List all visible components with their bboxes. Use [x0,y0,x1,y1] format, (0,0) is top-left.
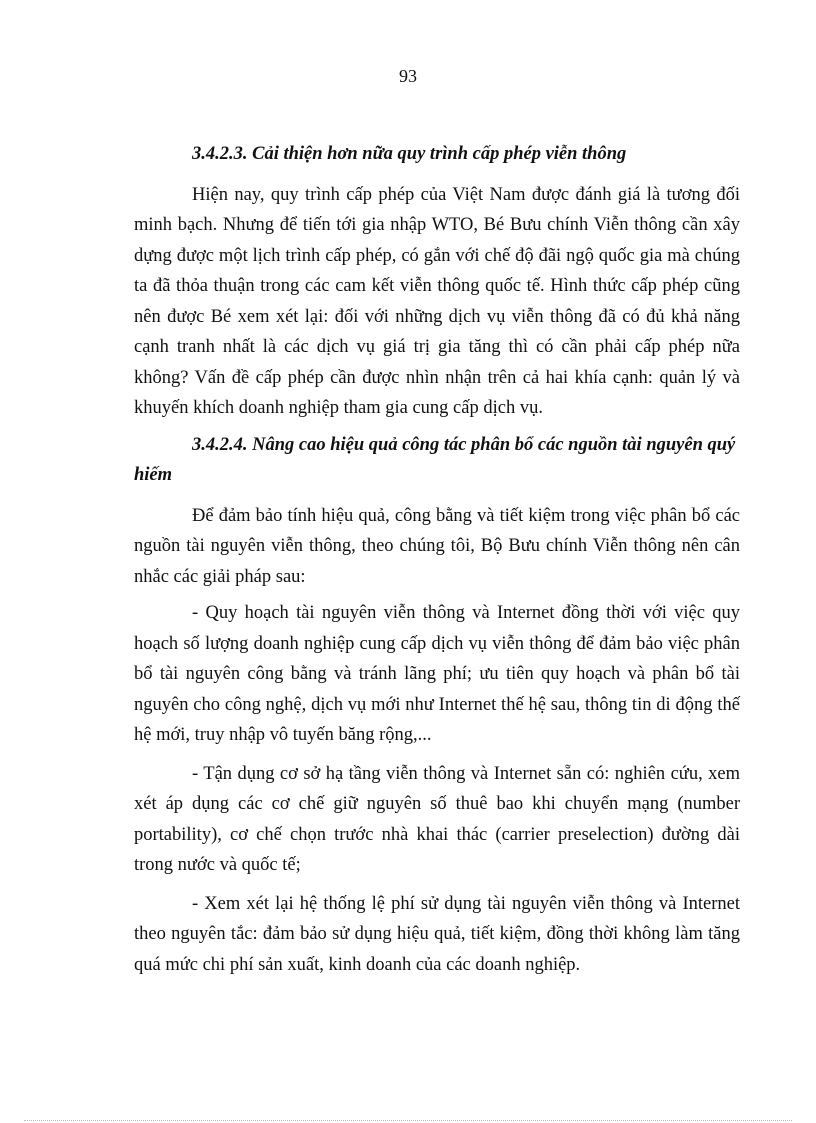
page-content [134,139,740,988]
list-item: - Quy hoạch tài nguyên viễn thông và Internet đồng thời với việc quy hoạch số lượng doanh nghiệp cung cấp dịch vụ viễn thông để đảm bảo việc phân bổ tài nguyên công bằng và tránh lãng phí; ưu tiên quy hoạch và phân bổ tài nguyên cho công nghệ, dịch vụ mới như Internet thế hệ sau, thông tin di động thế hệ mới, truy nhập vô tuyến băng rộng,... [134,603,740,745]
section-3424-heading: 3.4.2.4. Nâng cao hiệu quả công tác phân bổ các nguồn tài nguyên quý hiếm [134,434,736,485]
list-item: - Tận dụng cơ sở hạ tầng viễn thông và Internet sẵn có: nghiên cứu, xem xét áp dụng các cơ chế giữ nguyên số thuê bao khi chuyển mạng (number portability), cơ chế chọn trước nhà khai thác (carrier preselection) đường dài trong nước và quốc tế; [134,763,740,875]
section-3423-heading: 3.4.2.3. Cải thiện hơn nữa quy trình cấp phép viễn thông [192,144,627,164]
page-number: 93 [399,66,417,86]
section-3424-intro: Để đảm bảo tính hiệu quả, công bằng và tiết kiệm trong việc phân bổ các nguồn tài nguyên viễn thông, theo chúng tôi, Bộ Bưu chính Viễn thông nên cân nhắc các giải pháp sau: [134,505,740,587]
list-item: - Xem xét lại hệ thống lệ phí sử dụng tài nguyên viễn thông và Internet theo nguyên tắc: đảm bảo sử dụng hiệu quả, tiết kiệm, đồng thời không làm tăng quá mức chi phí sản xuất, kinh doanh của các doanh nghiệp. [134,893,740,975]
bottom-dotted-divider [24,1120,792,1121]
section-3423-paragraph: Hiện nay, quy trình cấp phép của Việt Nam được đánh giá là tương đối minh bạch. Nhưng để tiến tới gia nhập WTO, Bé Bưu chính Viễn thông cần xây dựng được một lịch trình cấp phép, có gắn với chế độ đãi ngộ quốc gia mà chúng ta đã thỏa thuận trong các cam kết viễn thông quốc tế. Hình thức cấp phép cũng nên được Bé xem xét lại: đối với những dịch vụ viễn thông đã có đủ khả năng cạnh tranh nhất là các dịch vụ giá trị gia tăng thì có cần phải cấp phép nữa không? Vấn đề cấp phép cần được nhìn nhận trên cả hai khía cạnh: quản lý và khuyến khích doanh nghiệp tham gia cung cấp dịch vụ. [134,184,740,418]
